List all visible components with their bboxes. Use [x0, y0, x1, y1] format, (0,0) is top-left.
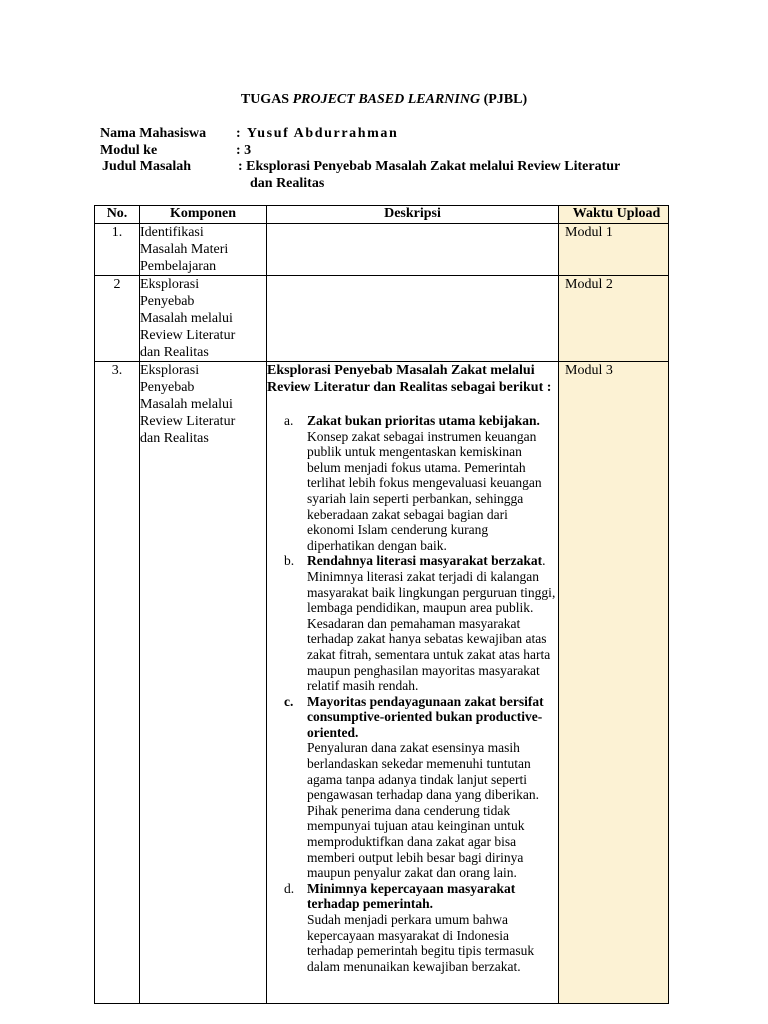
project-table [94, 205, 669, 1004]
header-komponen: Komponen [140, 206, 267, 224]
row-no: 1. [95, 224, 140, 276]
row-no: 3. [95, 362, 140, 1004]
table-header-row [95, 206, 669, 224]
nama-label: Nama Mahasiswa [100, 126, 207, 141]
table-row [95, 362, 669, 1004]
list-marker: d. [284, 880, 295, 896]
komponen-line: Review Literatur [140, 328, 236, 343]
list-item [267, 553, 558, 693]
komponen-line: Pembelajaran [140, 259, 217, 274]
item-body: . Minimnya literasi zakat terjadi di kalangan masyarakat baik lingkungan perguruan tinggi, lembaga pendidikan, maupun area publik. Kesadaran dan pemahaman masyarakat terhadap zakat hanya sebatas kewajiban atas zakat fitrah, sementara untuk zakat atas harta maupun penghasilan mayoritas masyarakat relatif masih rendah. [307, 553, 556, 694]
list-item [267, 413, 558, 553]
item-body: Konsep zakat sebagai instrumen keuangan publik untuk mengentaskan kemiskinan belum menjadi fokus utama. Pemerintah terlihat lebih fokus mengevaluasi keuangan syariah lain seperti perbankan, sehingga keberadaan zakat sebagai bagian dari ekonomi Islam cenderung kurang diperhatikan dengan baik. [307, 428, 542, 553]
header-no: No. [95, 206, 140, 224]
judul-value-line2: dan Realitas [250, 176, 325, 191]
row-deskripsi [267, 276, 559, 362]
item-heading: Rendahnya literasi masyarakat berzakat [307, 553, 543, 569]
description-heading: Eksplorasi Penyebab Masalah Zakat melalui Review Literatur dan Realitas sebagai berikut : [267, 363, 552, 395]
header-deskripsi: Deskripsi [267, 206, 559, 224]
item-body: Sudah menjadi perkara umum bahwa kepercayaan masyarakat di Indonesia terhadap pemerintah begitu tipis termasuk dalam menunaikan kewajiban berzakat. [307, 912, 535, 974]
problem-list [267, 413, 558, 974]
komponen-line: Masalah melalui [140, 397, 233, 412]
table-row [95, 224, 669, 276]
komponen-line: Masalah melalui [140, 311, 233, 326]
list-item [267, 881, 558, 975]
komponen-line: Eksplorasi [140, 277, 200, 292]
row-no: 2 [95, 276, 140, 362]
item-heading: Mayoritas pendayagunaan zakat bersifat consumptive-oriented bukan productive-oriented. [307, 693, 544, 740]
modul-value: : 3 [236, 143, 252, 158]
item-heading: Minimnya kepercayaan masyarakat terhadap pemerintah. [307, 880, 516, 912]
row-waktu: Modul 3 [559, 362, 669, 1004]
row-waktu: Modul 1 [559, 224, 669, 276]
list-marker: c. [284, 693, 294, 709]
komponen-line: Penyebab [140, 294, 195, 309]
list-marker: b. [284, 553, 295, 569]
row-komponen [140, 224, 267, 276]
judul-value-line1: : Eksplorasi Penyebab Masalah Zakat melalui Review Literatur [238, 159, 621, 174]
list-item [267, 694, 558, 881]
student-info [100, 125, 680, 195]
list-marker: a. [284, 413, 294, 428]
document-title: TUGAS PROJECT BASED LEARNING (PJBL) [240, 92, 528, 107]
header-waktu-upload: Waktu Upload [559, 206, 669, 224]
komponen-line: Eksplorasi [140, 363, 200, 378]
row-komponen [140, 276, 267, 362]
item-heading: Zakat bukan prioritas utama kebijakan. [307, 413, 540, 428]
row-komponen [140, 362, 267, 1004]
komponen-line: Identifikasi [140, 225, 204, 240]
komponen-line: Penyebab [140, 380, 195, 395]
modul-label: Modul ke [100, 143, 158, 158]
row-deskripsi [267, 362, 559, 1004]
komponen-line: dan Realitas [140, 431, 209, 446]
table-row [95, 276, 669, 362]
judul-label: Judul Masalah [102, 159, 192, 174]
nama-value: : Yusuf Abdurrahman [236, 126, 399, 141]
komponen-line: dan Realitas [140, 345, 209, 360]
row-waktu: Modul 2 [559, 276, 669, 362]
row-deskripsi [267, 224, 559, 276]
komponen-line: Review Literatur [140, 414, 236, 429]
komponen-line: Masalah Materi [140, 242, 229, 257]
item-body: Penyaluran dana zakat esensinya masih berlandaskan sekedar memenuhi tuntutan agama tanpa adanya tindak lanjut seperti pengawasan terhadap dana yang diberikan. Pihak penerima dana cenderung tidak mempunyai tujuan atau keinginan untuk memproduktifkan dana zakat agar bisa memberi output lebih besar bagi dirinya maupun penyalur zakat dan orang lain. [307, 740, 540, 881]
